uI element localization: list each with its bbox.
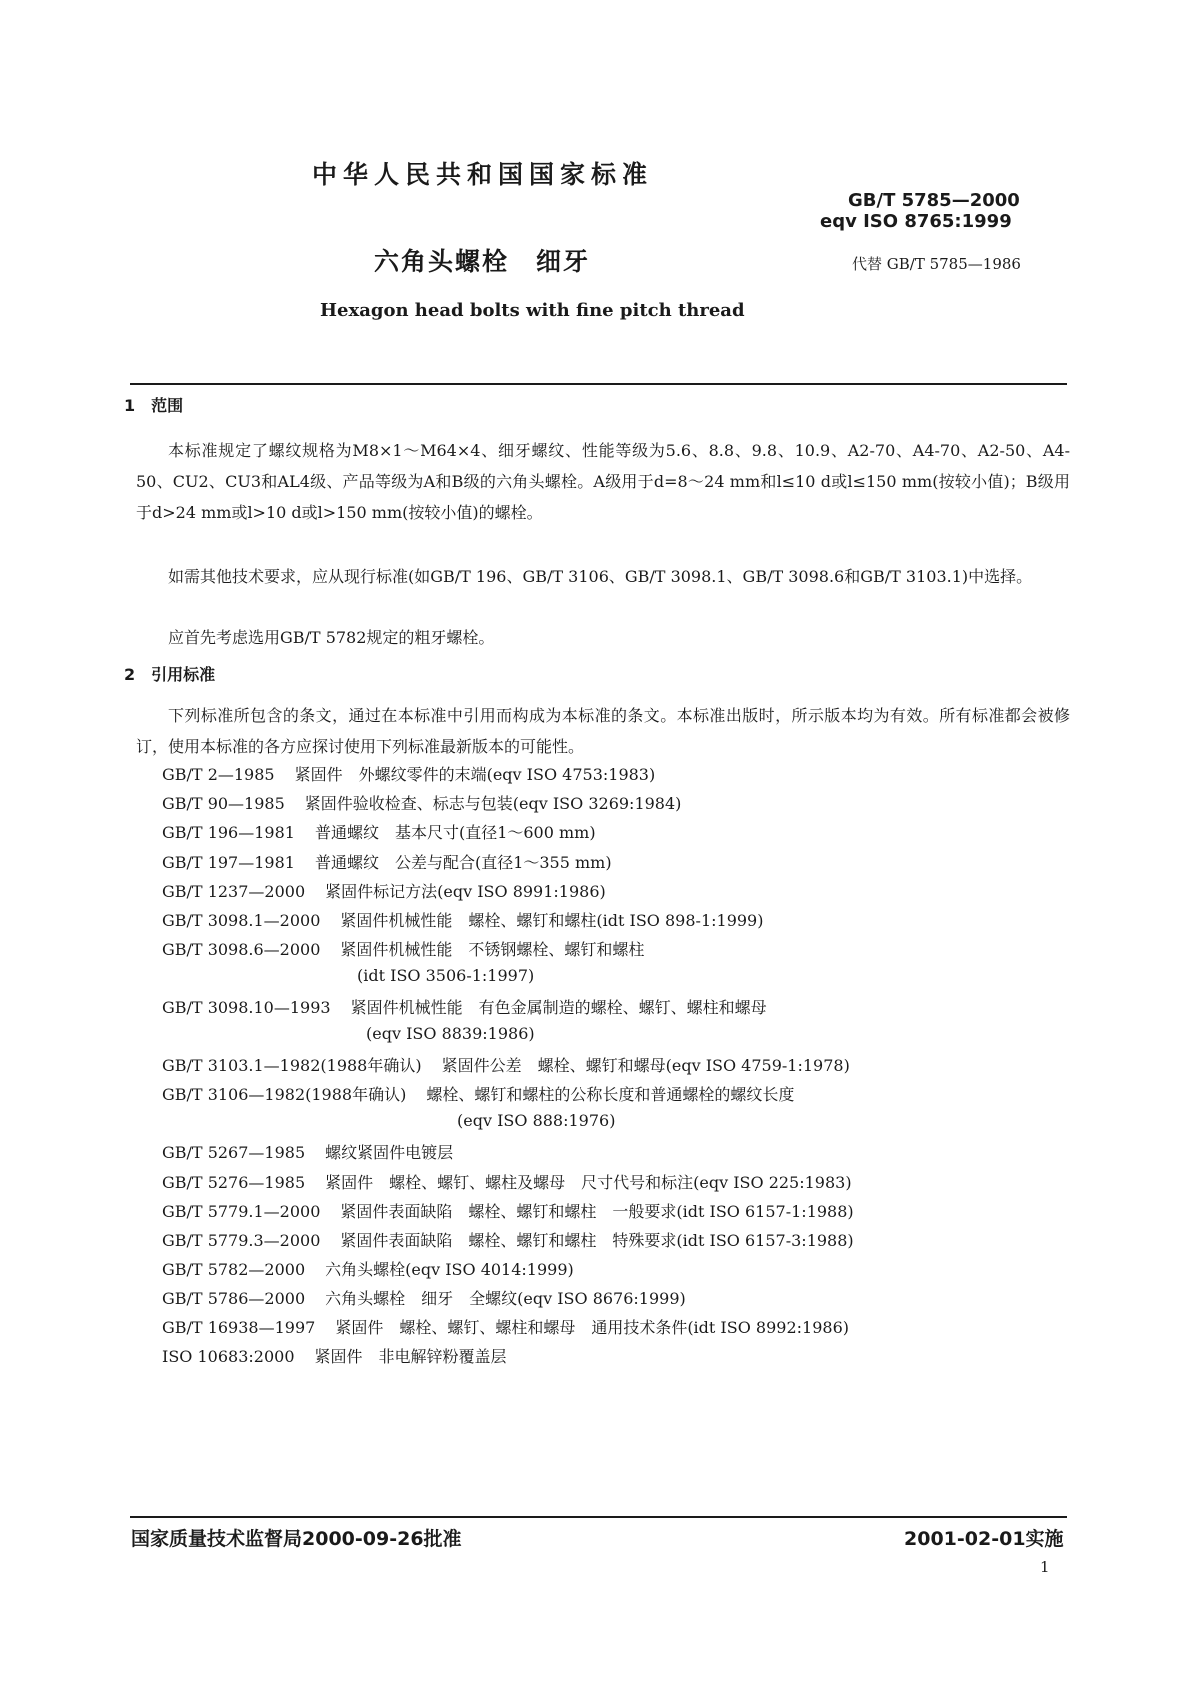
header-divider (130, 383, 1067, 385)
reference-item-continuation: (eqv ISO 888:1976) (457, 1111, 616, 1130)
reference-item-continuation: (idt ISO 3506-1:1997) (357, 966, 535, 985)
reference-item: ISO 10683:2000 紧固件 非电解锌粉覆盖层 (162, 1347, 507, 1366)
national-standard-title: 中华人民共和国国家标准 (312, 160, 654, 189)
reference-item: GB/T 3098.1—2000 紧固件机械性能 螺栓、螺钉和螺柱(idt ISO 898-1:1999) (162, 911, 764, 930)
section-1-paragraph: 本标准规定了螺纹规格为M8×1～M64×4、细牙螺纹、性能等级为5.6、8.8、9.8、10.9、A2-70、A4-70、A2-50、A4-50、CU2、CU3和AL4级、产品等级为A和B级的六角头螺栓。A级用于d=8～24 mm和l≤10 d或l≤150 mm(按较小值)；B级用于d>24 mm或l>10 d或l>150 mm(按较小值)的螺栓。 (136, 441, 1070, 522)
reference-item: GB/T 5782—2000 六角头螺栓(eqv ISO 4014:1999) (162, 1260, 574, 1279)
reference-item: GB/T 5779.3—2000 紧固件表面缺陷 螺栓、螺钉和螺柱 特殊要求(idt ISO 6157-3:1988) (162, 1231, 854, 1250)
page-title: 六角头螺栓 细牙 (374, 247, 591, 276)
section-1-paragraph: 如需其他技术要求，应从现行标准(如GB/T 196、GB/T 3106、GB/T 3098.1、GB/T 3098.6和GB/T 3103.1)中选择。 (168, 567, 1033, 586)
reference-item: GB/T 2—1985 紧固件 外螺纹零件的末端(eqv ISO 4753:1983) (162, 765, 656, 784)
replaces-note: 代替 GB/T 5785—1986 (852, 255, 1021, 273)
page-number: 1 (1040, 1558, 1050, 1576)
reference-item: GB/T 196—1981 普通螺纹 基本尺寸(直径1～600 mm) (162, 823, 596, 842)
standard-code: GB/T 5785—2000 (848, 190, 1020, 211)
section-1-heading: 1 范围 (124, 396, 184, 415)
reference-item: GB/T 5779.1—2000 紧固件表面缺陷 螺栓、螺钉和螺柱 一般要求(idt ISO 6157-1:1988) (162, 1202, 854, 1221)
reference-item: GB/T 5267—1985 螺纹紧固件电镀层 (162, 1143, 454, 1162)
footer-divider (130, 1516, 1067, 1518)
section-2-heading: 2 引用标准 (124, 665, 216, 684)
reference-item: GB/T 16938—1997 紧固件 螺栓、螺钉、螺柱和螺母 通用技术条件(idt ISO 8992:1986) (162, 1318, 849, 1337)
equivalent-iso-code: eqv ISO 8765:1999 (820, 211, 1012, 232)
reference-item: GB/T 197—1981 普通螺纹 公差与配合(直径1～355 mm) (162, 853, 612, 872)
reference-item: GB/T 90—1985 紧固件验收检查、标志与包装(eqv ISO 3269:1984) (162, 794, 682, 813)
reference-item: GB/T 5276—1985 紧固件 螺栓、螺钉、螺柱及螺母 尺寸代号和标注(eqv ISO 225:1983) (162, 1173, 852, 1192)
reference-item: GB/T 3098.6—2000 紧固件机械性能 不锈钢螺栓、螺钉和螺柱 (162, 940, 645, 959)
section-2-intro: 下列标准所包含的条文，通过在本标准中引用而构成为本标准的条文。本标准出版时，所示版本均为有效。所有标准都会被修订，使用本标准的各方应探讨使用下列标准最新版本的可能性。 (136, 706, 1070, 756)
reference-item: GB/T 3106—1982(1988年确认) 螺栓、螺钉和螺柱的公称长度和普通螺栓的螺纹长度 (162, 1085, 795, 1104)
reference-item-continuation: (eqv ISO 8839:1986) (366, 1024, 535, 1043)
reference-item: GB/T 3103.1—1982(1988年确认) 紧固件公差 螺栓、螺钉和螺母(eqv ISO 4759-1:1978) (162, 1056, 850, 1075)
approval-date: 国家质量技术监督局2000-09-26批准 (131, 1528, 462, 1550)
english-title: Hexagon head bolts with fine pitch thread (320, 300, 745, 321)
effective-date: 2001-02-01实施 (904, 1528, 1064, 1550)
reference-item: GB/T 3098.10—1993 紧固件机械性能 有色金属制造的螺栓、螺钉、螺柱和螺母 (162, 998, 767, 1017)
section-1-paragraph: 应首先考虑选用GB/T 5782规定的粗牙螺栓。 (168, 628, 495, 647)
reference-item: GB/T 1237—2000 紧固件标记方法(eqv ISO 8991:1986) (162, 882, 606, 901)
reference-item: GB/T 5786—2000 六角头螺栓 细牙 全螺纹(eqv ISO 8676:1999) (162, 1289, 686, 1308)
